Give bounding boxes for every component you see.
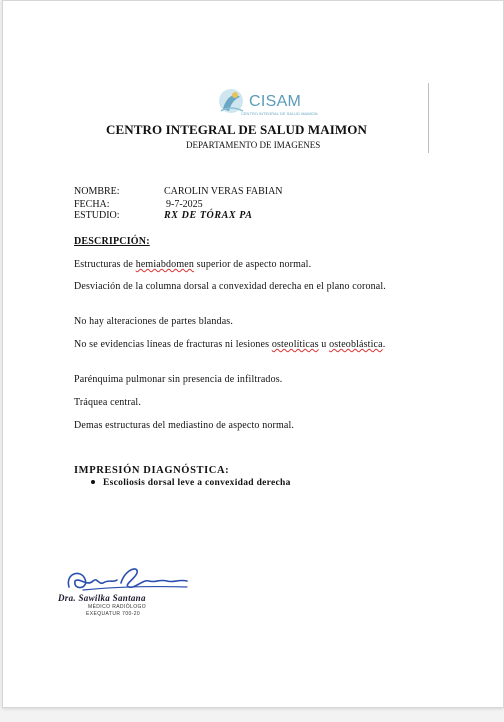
department-name: DEPARTAMENTO DE IMAGENES xyxy=(186,140,321,150)
name-label: NOMBRE: xyxy=(74,186,120,197)
header-divider xyxy=(428,83,429,153)
description-paragraph-3: No hay alteraciones de partes blandas. xyxy=(74,316,233,327)
study-label: ESTUDIO: xyxy=(74,210,120,221)
study-value: RX DE TÓRAX PA xyxy=(164,210,253,221)
logo-text: CISAM xyxy=(249,93,302,110)
description-paragraph-1: Estructuras de hemiabdomen superior de aspecto normal. xyxy=(74,259,312,270)
logo-subtitle: CENTRO INTEGRAL DE SALUD MAIMON xyxy=(241,111,318,116)
center-name: CENTRO INTEGRAL DE SALUD MAIMON xyxy=(106,122,367,137)
spellcheck-word: hemiabdomen xyxy=(135,259,194,270)
date-value: 9-7-2025 xyxy=(166,199,203,210)
bullet-icon xyxy=(91,480,95,484)
signature-scribble-icon xyxy=(63,563,193,595)
description-paragraph-5: Parénquima pulmonar sin presencia de infiltrados. xyxy=(74,374,283,385)
description-paragraph-2: Desviación de la columna dorsal a convexidad derecha en el plano coronal. xyxy=(74,281,386,292)
spellcheck-word: osteoblástica xyxy=(329,339,383,350)
description-heading: DESCRIPCIÓN: xyxy=(74,236,150,247)
spellcheck-word: osteolíticas xyxy=(271,339,319,350)
date-label: FECHA: xyxy=(74,199,110,210)
impression-item: Escoliosis dorsal leve a convexidad derecha xyxy=(91,478,291,488)
clinic-logo xyxy=(213,87,318,121)
description-paragraph-6: Tráquea central. xyxy=(74,397,142,408)
name-value: CAROLIN VERAS FABIAN xyxy=(164,186,283,197)
signature-role: MÉDICO RADIÓLOGO xyxy=(88,604,147,610)
signature-name: Dra. Sawilka Santana xyxy=(58,593,146,603)
description-paragraph-4: No se evidencias líneas de fracturas ni lesiones osteolíticas u osteoblástica. xyxy=(74,339,386,350)
description-paragraph-7: Demas estructuras del mediastino de aspecto normal. xyxy=(74,420,295,431)
impression-heading: IMPRESIÓN DIAGNÓSTICA: xyxy=(74,465,230,476)
document-page xyxy=(2,0,504,708)
signature-exequatur: EXEQUATUR 700-20 xyxy=(86,611,141,617)
